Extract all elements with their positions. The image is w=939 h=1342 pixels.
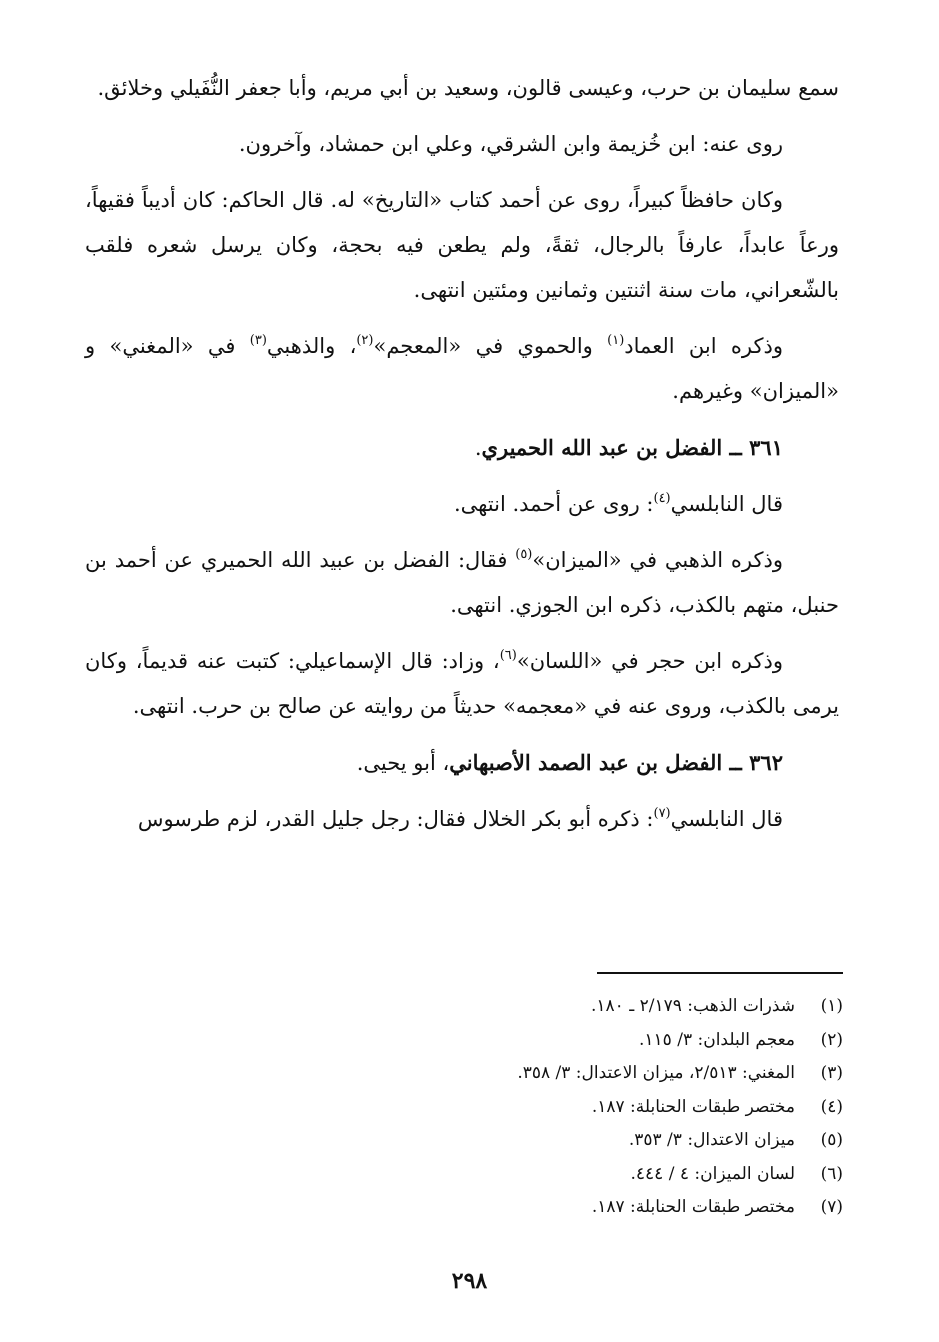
footnote-divider xyxy=(597,972,843,974)
footnote-ref-5[interactable]: (٥) xyxy=(515,547,533,562)
footnote-item xyxy=(283,1091,843,1125)
main-text xyxy=(85,66,839,853)
footnote-number: (٣) xyxy=(820,1063,843,1083)
footnote-item xyxy=(283,1057,843,1091)
paragraph-dhahabi xyxy=(85,538,839,628)
entry-title-end: . xyxy=(474,436,482,460)
entry-title-end: ، أبو يحيى. xyxy=(356,751,450,775)
paragraph-sources xyxy=(85,324,839,414)
paragraph-biography: وكان حافظاً كبيراً، روى عن أحمد كتاب «التاريخ» له. قال الحاكم: كان أديباً فقيهاً، ورعاً عابداً، عارفاً بالرجال، ثقةً، ولم يطعن فيه بحجة، وكان يرسل شعره فلقب بالشّعراني، مات سنة اثنتين وثمانين ومئتين انتهى. xyxy=(85,188,839,302)
footnote-number: (٢) xyxy=(820,1029,843,1050)
footnote-number: (٧) xyxy=(820,1197,843,1217)
footnote-item xyxy=(283,1024,843,1058)
footnote-item xyxy=(283,990,843,1024)
footnote-text: لسان الميزان: ٤ / ٤٤٤. xyxy=(630,1163,795,1184)
page-number: ٢٩٨ xyxy=(451,1268,488,1294)
entry-heading-361 xyxy=(85,425,839,471)
text-segment: وذكره ابن العماد xyxy=(624,334,783,358)
entry-title: ٣٦١ ــ الفضل بن عبد الله الحميري xyxy=(481,435,783,460)
text-segment: وذكره ابن حجر في «اللسان» xyxy=(516,649,783,673)
footnote-item xyxy=(283,1191,843,1225)
footnote-number: (٥) xyxy=(820,1130,843,1150)
footnote-number: (١) xyxy=(820,996,843,1016)
footnote-item xyxy=(283,1124,843,1158)
footnote-text: ميزان الاعتدال: ٣/ ٣٥٣. xyxy=(628,1130,795,1150)
text-segment: والحموي في «المعجم» xyxy=(373,334,608,358)
text-segment: فقال: الفضل بن عبيد الله الحميري عن أحمد بن حنبل، متهم بالكذب، ذكره ابن الجوزي. انتهى. xyxy=(85,548,839,617)
text-segment: ، والذهبي xyxy=(266,334,357,358)
text-segment: : روى عن أحمد. انتهى. xyxy=(453,492,654,516)
paragraph-nabulsi-361 xyxy=(85,482,839,527)
entry-heading-362 xyxy=(85,740,839,786)
footnote-text: مختصر طبقات الحنابلة: ١٨٧. xyxy=(591,1197,795,1217)
footnote-item xyxy=(283,1158,843,1192)
text-segment: : ذكره أبو بكر الخلال فقال: رجل جليل القدر، لزم طرسوس xyxy=(137,807,654,831)
entry-title: ٣٦٢ ــ الفضل بن عبد الصمد الأصبهاني xyxy=(449,750,783,775)
paragraph-teachers: سمع سليمان بن حرب، وعيسى قالون، وسعيد بن أبي مريم، وأبا جعفر النُّفَيلي وخلائق. xyxy=(97,76,839,100)
footnote-ref-4[interactable]: (٤) xyxy=(653,491,671,506)
footnote-ref-2[interactable]: (٢) xyxy=(356,333,374,348)
footnote-text: معجم البلدان: ٣/ ١١٥. xyxy=(638,1029,795,1050)
footnote-text: شذرات الذهب: ٢/١٧٩ ـ ١٨٠. xyxy=(591,996,795,1016)
footnote-number: (٦) xyxy=(820,1163,843,1184)
footnote-text: المغني: ٢/٥١٣، ميزان الاعتدال: ٣/ ٣٥٨. xyxy=(517,1063,795,1083)
text-segment: قال النابلسي xyxy=(670,492,783,516)
paragraph-students: روى عنه: ابن خُزيمة وابن الشرقي، وعلي ابن حمشاد، وآخرون. xyxy=(238,132,783,156)
footnote-ref-1[interactable]: (١) xyxy=(607,333,625,348)
footnote-ref-6[interactable]: (٦) xyxy=(499,648,517,663)
footnote-ref-7[interactable]: (٧) xyxy=(653,806,671,821)
footnote-text: مختصر طبقات الحنابلة: ١٨٧. xyxy=(591,1096,795,1117)
text-segment: وذكره الذهبي في «الميزان» xyxy=(532,548,783,572)
text-segment: في «المغني» و «الميزان» وغيرهم. xyxy=(85,334,839,403)
text-segment: ، وزاد: قال الإسماعيلي: كتبت عنه قديماً، وكان يرمى بالكذب، وروى عنه في «معجمه» حديثاً من روايته عن صالح بن حرب. انتهى. xyxy=(85,649,839,718)
text-segment: قال النابلسي xyxy=(670,807,783,831)
paragraph-ibn-hajar xyxy=(85,639,839,729)
footnote-number: (٤) xyxy=(820,1096,843,1117)
paragraph-nabulsi-362 xyxy=(85,797,839,842)
footnotes-list xyxy=(283,990,843,1225)
footnote-ref-3[interactable]: (٣) xyxy=(249,333,267,348)
